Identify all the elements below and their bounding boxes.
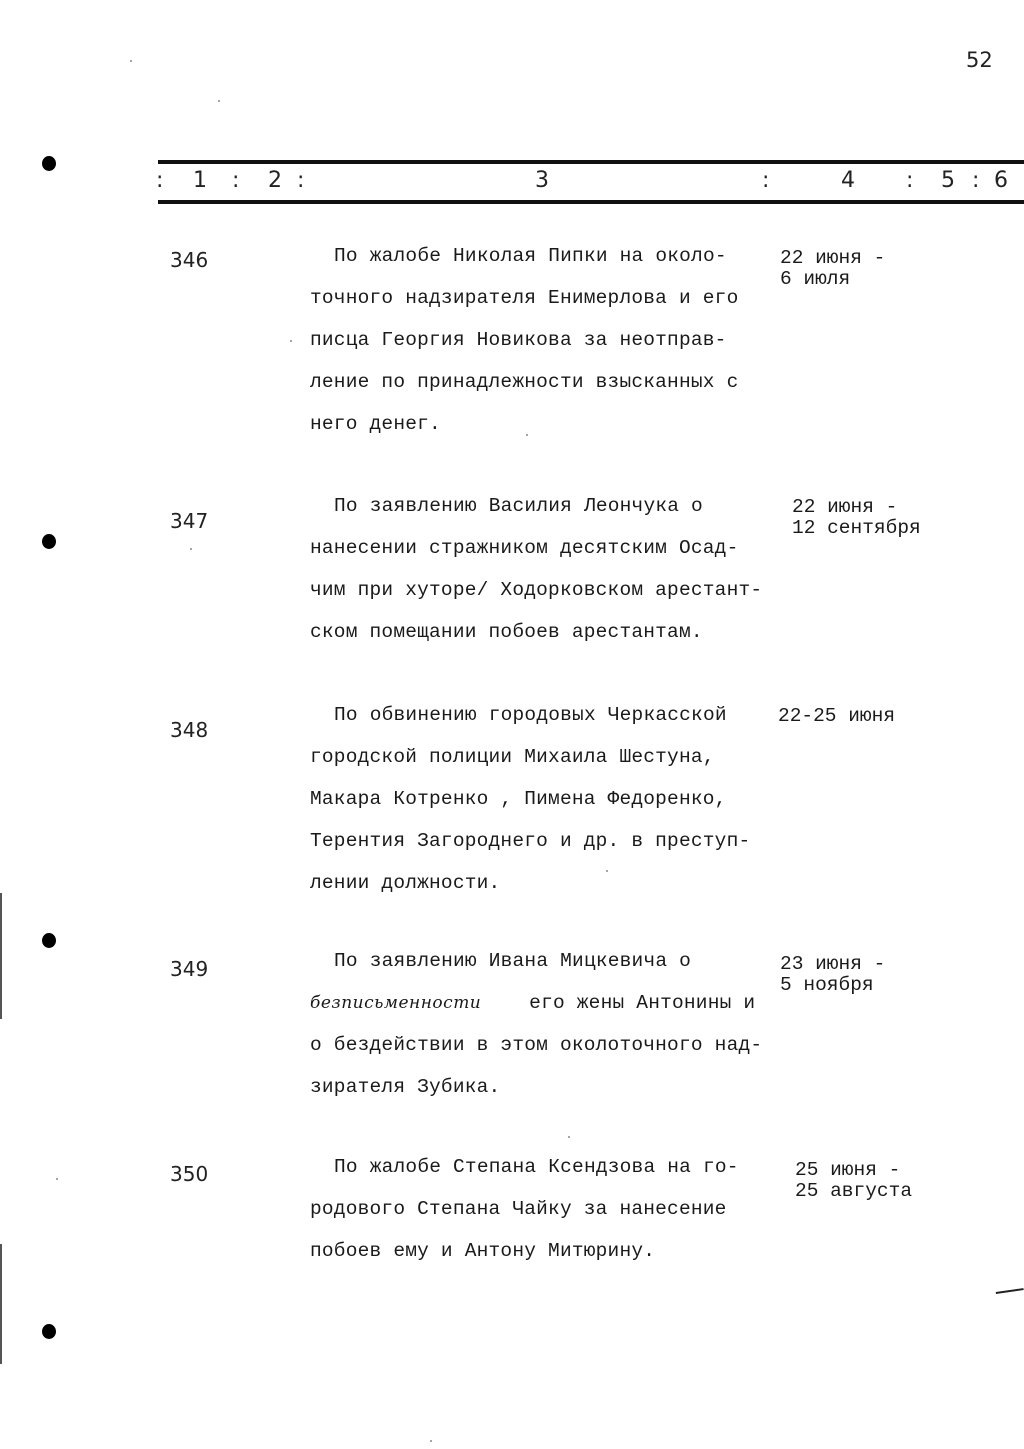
description-line: него денег. xyxy=(310,413,441,435)
binder-hole xyxy=(42,1324,56,1339)
column-separator: : xyxy=(156,168,164,193)
column-header-1: 1 xyxy=(193,168,207,193)
entry-dates xyxy=(778,706,895,727)
entry-number: 348 xyxy=(170,718,209,742)
page-number: 52 xyxy=(966,48,993,72)
table-header xyxy=(0,168,1024,198)
header-rule-bottom xyxy=(158,200,1024,204)
entry-dates xyxy=(780,248,885,290)
description-line: ление по принадлежности взысканных с xyxy=(310,371,739,393)
column-header-5: 5 xyxy=(941,168,955,193)
column-header-3: 3 xyxy=(535,168,549,193)
scan-speck xyxy=(130,60,132,62)
description-line xyxy=(310,982,780,1024)
description-line: лении должности. xyxy=(310,872,501,894)
date-line: 22-25 июня xyxy=(778,705,896,727)
handwritten-insert: безписьменности xyxy=(310,993,482,1013)
date-line: 22 июня - xyxy=(792,496,898,518)
description-line-text: его жены Антонины и xyxy=(529,992,756,1014)
description-line: Терентия Загороднего и др. в преступ- xyxy=(310,830,751,852)
entry-number: 349 xyxy=(170,957,209,981)
scan-speck xyxy=(606,870,608,872)
margin-mark xyxy=(0,1244,2,1364)
header-rule-top xyxy=(158,160,1024,164)
entry-dates xyxy=(792,497,921,539)
scan-speck xyxy=(218,100,220,102)
date-line: 25 августа xyxy=(795,1180,913,1202)
column-header-4: 4 xyxy=(841,168,855,193)
description-line: Макара Котренко , Пимена Федоренко, xyxy=(310,788,727,810)
description-line: о бездействии в этом околоточного над- xyxy=(310,1034,763,1056)
date-line: 5 ноября xyxy=(780,974,874,996)
description-line: родового Степана Чайку за нанесение xyxy=(310,1198,727,1220)
entry-description xyxy=(310,485,780,653)
scan-speck xyxy=(290,340,292,342)
entry-description xyxy=(310,694,780,904)
scan-speck xyxy=(190,548,192,550)
scan-speck xyxy=(526,434,528,436)
column-separator: : xyxy=(232,168,240,193)
margin-mark xyxy=(0,893,2,1019)
description-line: нанесении стражником десятским Осад- xyxy=(310,537,739,559)
entry-description xyxy=(310,235,780,445)
description-line: По жалобе Николая Пипки на около- xyxy=(334,245,727,267)
entry-number: 350 xyxy=(170,1162,209,1186)
description-line: По жалобе Степана Ксендзова на го- xyxy=(334,1156,739,1178)
description-line: городской полиции Михаила Шестуна, xyxy=(310,746,715,768)
entry-dates xyxy=(795,1160,912,1202)
scan-speck xyxy=(56,1178,58,1180)
date-line: 12 сентября xyxy=(792,517,921,539)
description-line: По обвинению городовых Черкасской xyxy=(334,704,727,726)
description-line: писца Георгия Новикова за неотправ- xyxy=(310,329,727,351)
binder-hole xyxy=(42,933,56,948)
date-line: 23 июня - xyxy=(780,953,886,975)
scan-speck xyxy=(568,1136,570,1138)
date-line: 6 июля xyxy=(780,268,851,290)
column-header-2: 2 xyxy=(268,168,282,193)
description-line: побоев ему и Антону Митюрину. xyxy=(310,1240,656,1262)
column-separator: : xyxy=(972,168,980,193)
column-separator: : xyxy=(906,168,914,193)
entry-number: 347 xyxy=(170,509,209,533)
description-line: По заявлению Василия Леончука о xyxy=(334,495,703,517)
scan-speck xyxy=(430,1440,432,1442)
description-line: точного надзирателя Енимерлова и его xyxy=(310,287,739,309)
entry-number: 346 xyxy=(170,248,209,272)
column-separator: : xyxy=(297,168,305,193)
description-line: По заявлению Ивана Мицкевича о xyxy=(334,950,692,972)
entry-description xyxy=(310,1146,780,1272)
date-line: 22 июня - xyxy=(780,247,886,269)
binder-hole xyxy=(42,534,56,549)
description-line: чим при хуторе/ Ходорковском арестант- xyxy=(310,579,763,601)
entry-description xyxy=(310,940,780,1108)
pen-mark xyxy=(996,1288,1024,1298)
column-separator: : xyxy=(762,168,770,193)
description-line: зирателя Зубика. xyxy=(310,1076,501,1098)
date-line: 25 июня - xyxy=(795,1159,901,1181)
column-header-6: 6 xyxy=(994,168,1008,193)
description-line: ском помещании побоев арестантам. xyxy=(310,621,703,643)
entry-dates xyxy=(780,954,885,996)
